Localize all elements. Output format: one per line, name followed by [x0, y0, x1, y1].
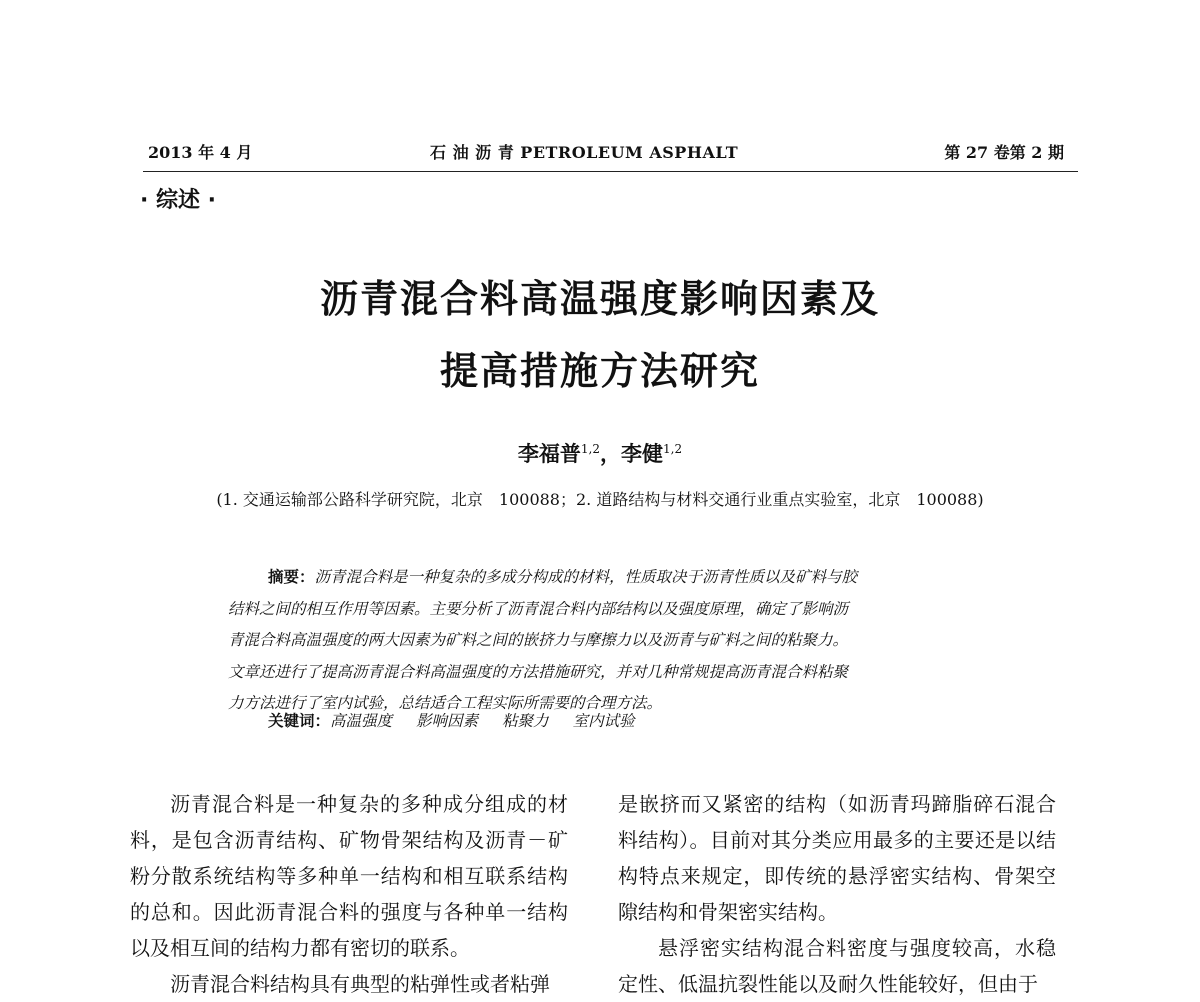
abstract-line: 结料之间的相互作用等因素。主要分析了沥青混合料内部结构以及强度原理，确定了影响沥 — [228, 599, 849, 618]
abstract-line: 力方法进行了室内试验，总结适合工程实际所需要的合理方法。 — [228, 694, 663, 712]
keyword: 高温强度 — [330, 712, 393, 730]
running-header — [148, 140, 1068, 164]
body-column-right — [618, 786, 1056, 1002]
author-2: 李健 — [621, 441, 663, 466]
body-paragraph: 沥青混合料是一种复杂的多种成分组成的材料，是包含沥青结构、矿物骨架结构及沥青－矿粉分散系统结构等多种单一结构和相互联系结构的总和。因此沥青混合料的强度与各种单一结构以及相互间的结构力都有密切的联系。 — [130, 792, 568, 960]
header-rule — [143, 171, 1078, 172]
keyword: 影响因素 — [416, 712, 479, 730]
author-list — [0, 438, 1200, 468]
body-paragraph: 悬浮密实结构混合料密度与强度较高，水稳定性、低温抗裂性能以及耐久性能较好，但由于 — [618, 936, 1056, 996]
abstract-label: 摘要： — [268, 567, 315, 586]
body-column-left — [130, 786, 568, 1002]
abstract-line — [228, 561, 980, 594]
abstract-line: 文章还进行了提高沥青混合料高温强度的方法措施研究，并对几种常规提高沥青混合料粘聚 — [228, 662, 849, 681]
abstract-line: 青混合料高温强度的两大因素为矿料之间的嵌挤力与摩擦力以及沥青与矿料之间的粘聚力。 — [228, 631, 849, 649]
keyword: 粘聚力 — [502, 712, 549, 730]
abstract-text: 沥青混合料是一种复杂的多成分构成的材料，性质取决于沥青性质以及矿料与胶 — [314, 568, 858, 586]
volume-issue: 第 27 卷第 2 期 — [944, 143, 1064, 162]
keyword: 室内试验 — [572, 712, 635, 730]
author-separator: ， — [600, 441, 621, 466]
section-tag: · 综述 · — [140, 188, 217, 213]
author-1-affiliation: 1,2 — [580, 442, 600, 456]
issue-date: 2013 年 4 月 — [148, 143, 253, 162]
paper-title-line-1: 沥青混合料高温强度影响因素及 — [319, 277, 880, 321]
body-paragraph: 是嵌挤而又紧密的结构（如沥青玛蹄脂碎石混合料结构）。目前对其分类应用最多的主要还是以结构特点来规定，即传统的悬浮密实结构、骨架空隙结构和骨架密实结构。 — [618, 792, 1056, 924]
keywords — [268, 709, 968, 731]
paper-title-line-2: 提高措施方法研究 — [439, 349, 760, 393]
author-2-affiliation: 1,2 — [663, 442, 683, 456]
affiliation: (1. 交通运输部公路科学研究院，北京 100088；2. 道路结构与材料交通行业重点实验室，北京 100088) — [216, 490, 984, 509]
abstract — [228, 561, 980, 720]
body-paragraph: 沥青混合料结构具有典型的粘弹性或者粘弹 — [170, 972, 550, 996]
journal-name: 石 油 沥 青 PETROLEUM ASPHALT — [430, 143, 739, 162]
author-1: 李福普 — [517, 441, 581, 466]
keywords-label: 关键词： — [268, 711, 331, 730]
